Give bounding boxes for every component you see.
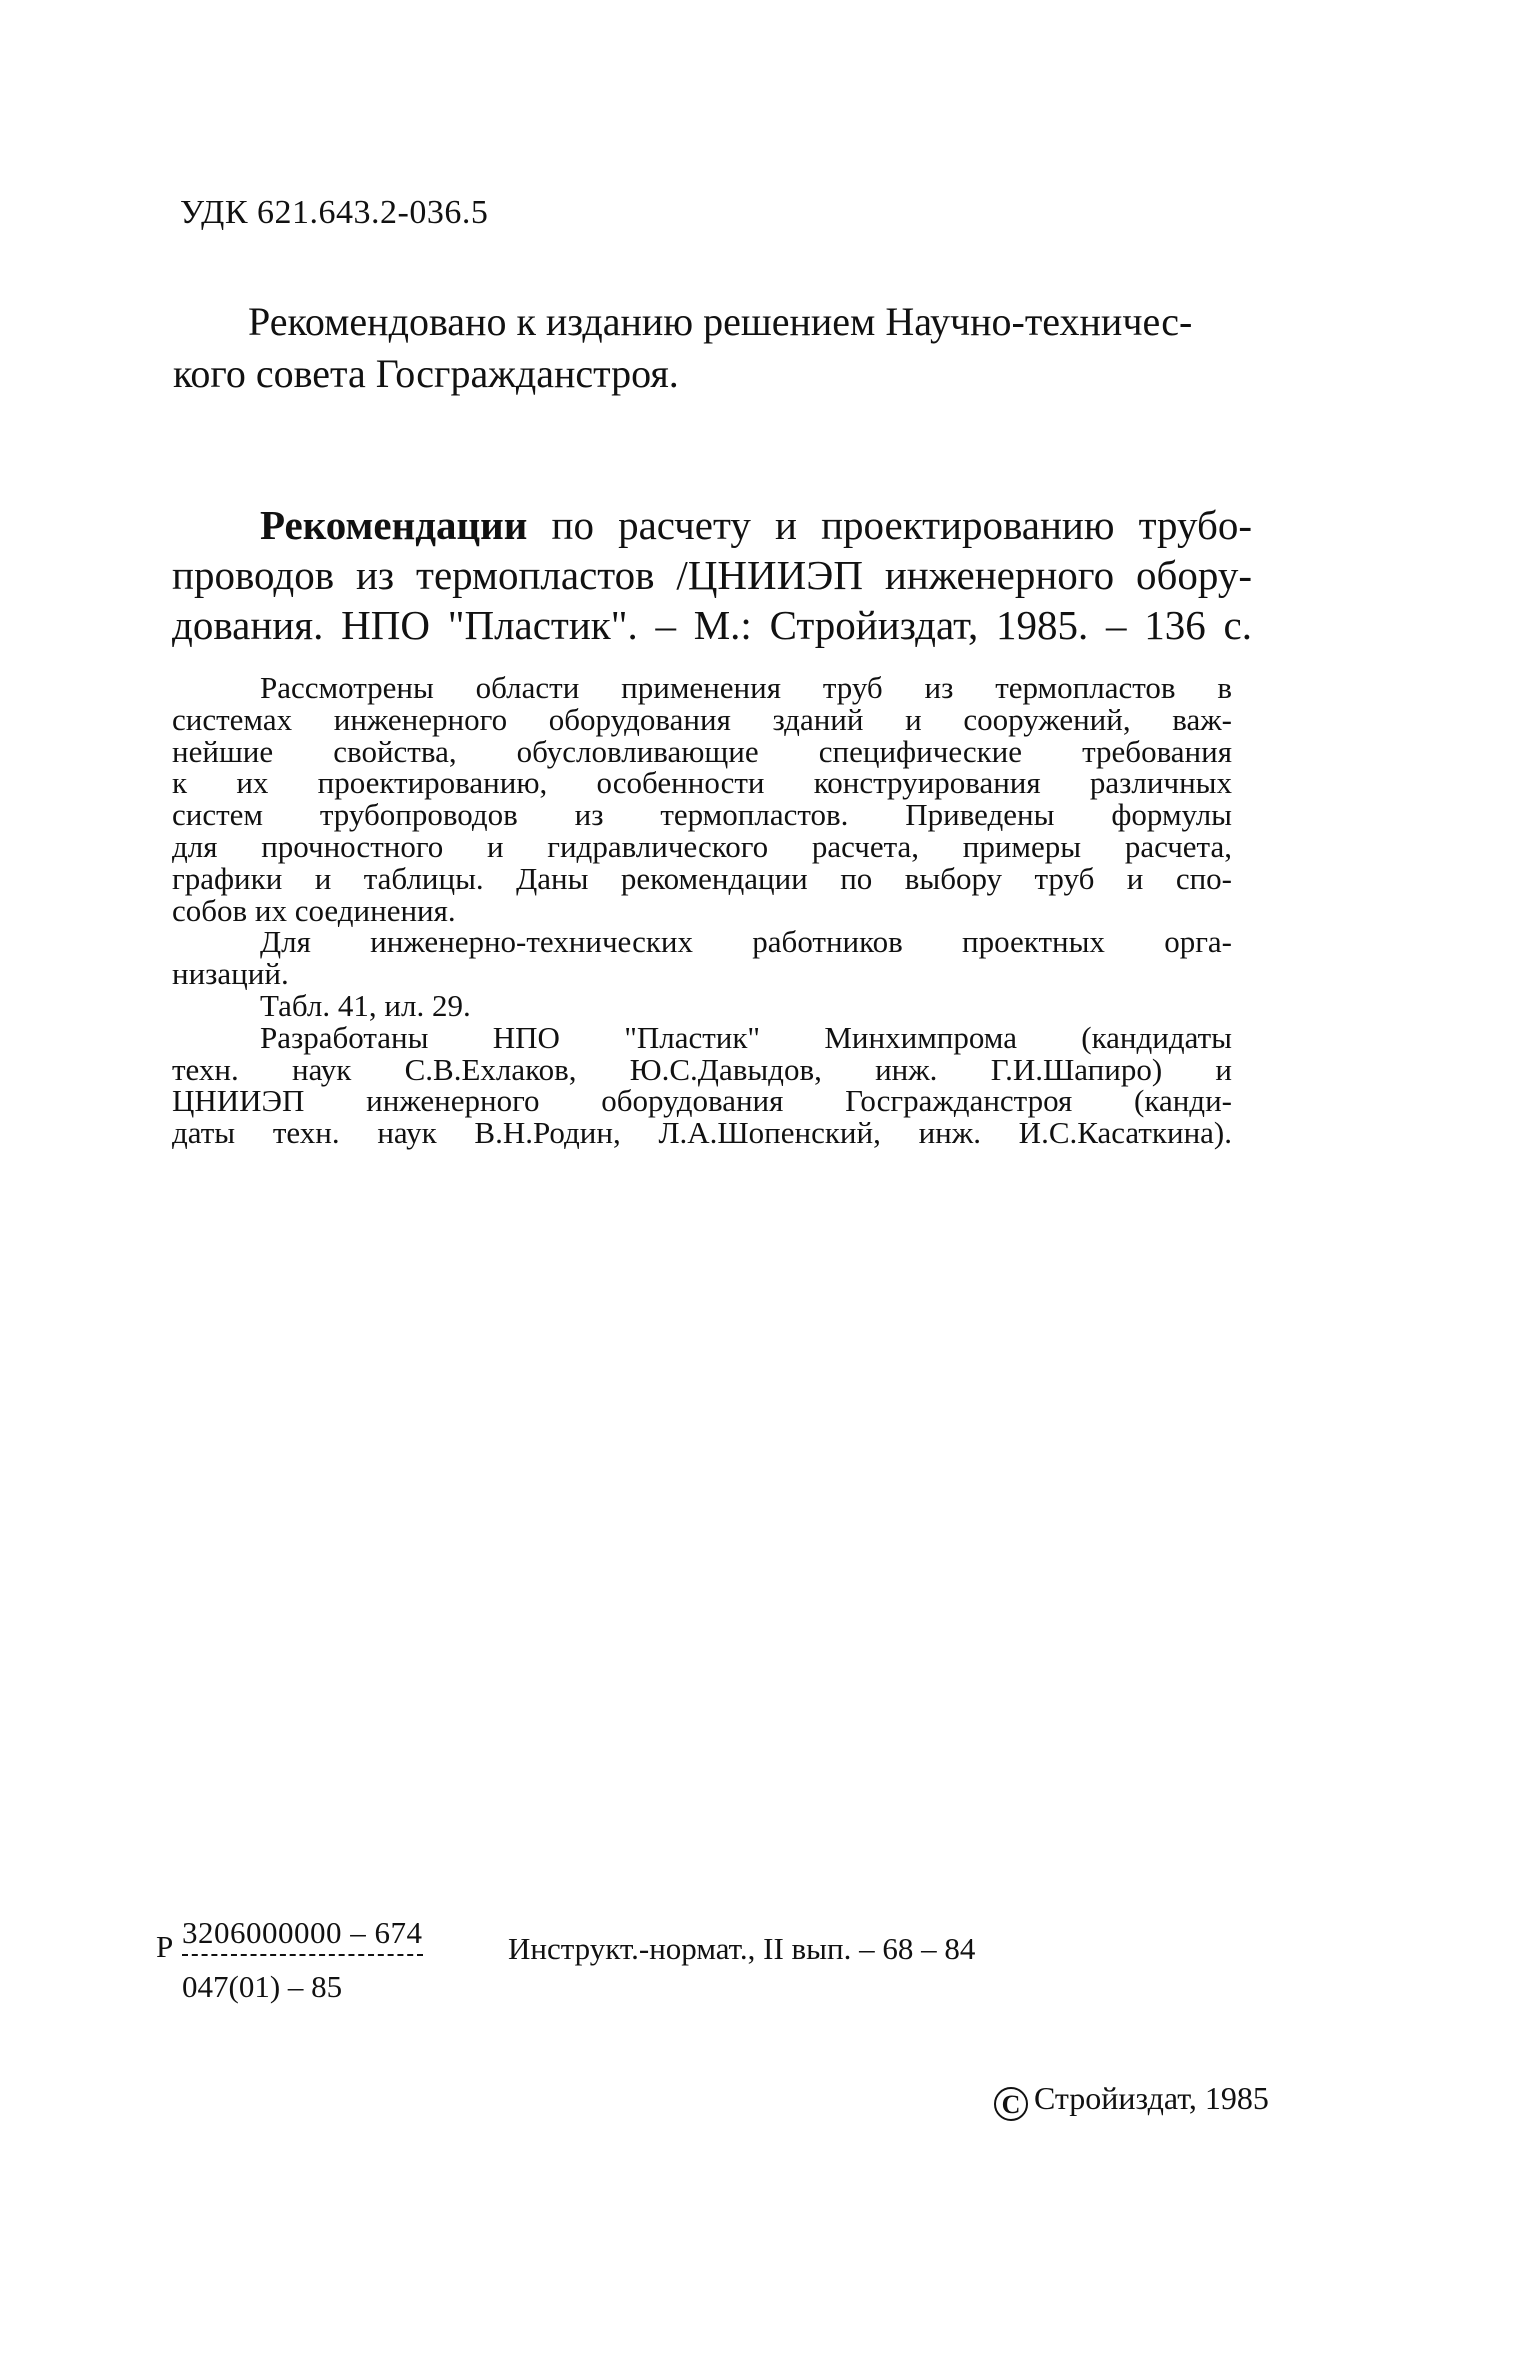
abstract-line: нейшие свойства, обусловливающие специфические требования xyxy=(172,733,1232,769)
abstract-line: даты техн. наук В.Н.Родин, Л.А.Шопенский, инж. И.С.Касаткина). xyxy=(172,1115,1232,1151)
abstract-line: к их проектированию, особенности конструирования различных xyxy=(172,765,1232,801)
recommendation-line-2: кого совета Госгражданстроя. xyxy=(173,351,679,396)
abstract-line: системах инженерного оборудования зданий и сооружений, важ- xyxy=(172,701,1232,737)
abstract-line: для прочностного и гидравлического расчета, примеры расчета, xyxy=(172,828,1232,864)
citation-title-bold: Рекомендации xyxy=(260,502,528,548)
recommendation-line-1: Рекомендовано к изданию решением Научно-техничес- xyxy=(248,299,1193,344)
abstract-line: Для инженерно-технических работников проектных орга- xyxy=(260,924,1232,960)
abstract-line: систем трубопроводов из термопластов. Приведены формулы xyxy=(172,797,1232,833)
imprint-letter: Р xyxy=(156,1929,174,1964)
abstract-line: Рассмотрены области применения труб из термопластов в xyxy=(260,670,1232,705)
udk-code: УДК 621.643.2-036.5 xyxy=(180,194,489,231)
imprint-instruction: Инструкт.-нормат., II вып. – 68 – 84 xyxy=(508,1931,976,1966)
abstract-line: собов их соединения. xyxy=(172,892,456,928)
abstract-line: Разработаны НПО "Пластик" Минхимпрома (кандидаты xyxy=(260,1019,1232,1055)
copyright-icon: C xyxy=(994,2087,1028,2121)
bibliographic-citation xyxy=(172,500,1252,650)
citation-line-1 xyxy=(172,500,1252,550)
abstract xyxy=(172,672,1232,1149)
imprint-code-top: 3206000000 – 674 xyxy=(182,1914,423,1956)
abstract-line: ЦНИИЭП инженерного оборудования Госгражданстроя (канди- xyxy=(172,1083,1232,1119)
publication-recommendation xyxy=(173,296,1258,400)
imprint-code-bottom: 047(01) – 85 xyxy=(182,1969,343,2004)
abstract-line: графики и таблицы. Даны рекомендации по выбору труб и спо- xyxy=(172,860,1232,896)
abstract-line: техн. наук С.В.Ехлаков, Ю.С.Давыдов, инж. Г.И.Шапиро) и xyxy=(172,1051,1232,1087)
copyright xyxy=(994,2080,1269,2121)
citation-line-1-rest: по расчету и проектированию трубо- xyxy=(527,502,1252,548)
citation-line-2: проводов из термопластов /ЦНИИЭП инженерного обору- xyxy=(172,552,1252,598)
abstract-line: Табл. 41, ил. 29. xyxy=(260,987,471,1023)
abstract-line: низаций. xyxy=(172,956,289,992)
copyright-text: Стройиздат, 1985 xyxy=(1034,2080,1269,2116)
citation-line-3: дования. НПО "Пластик". – М.: Стройиздат, 1985. – 136 с. xyxy=(172,602,1252,648)
